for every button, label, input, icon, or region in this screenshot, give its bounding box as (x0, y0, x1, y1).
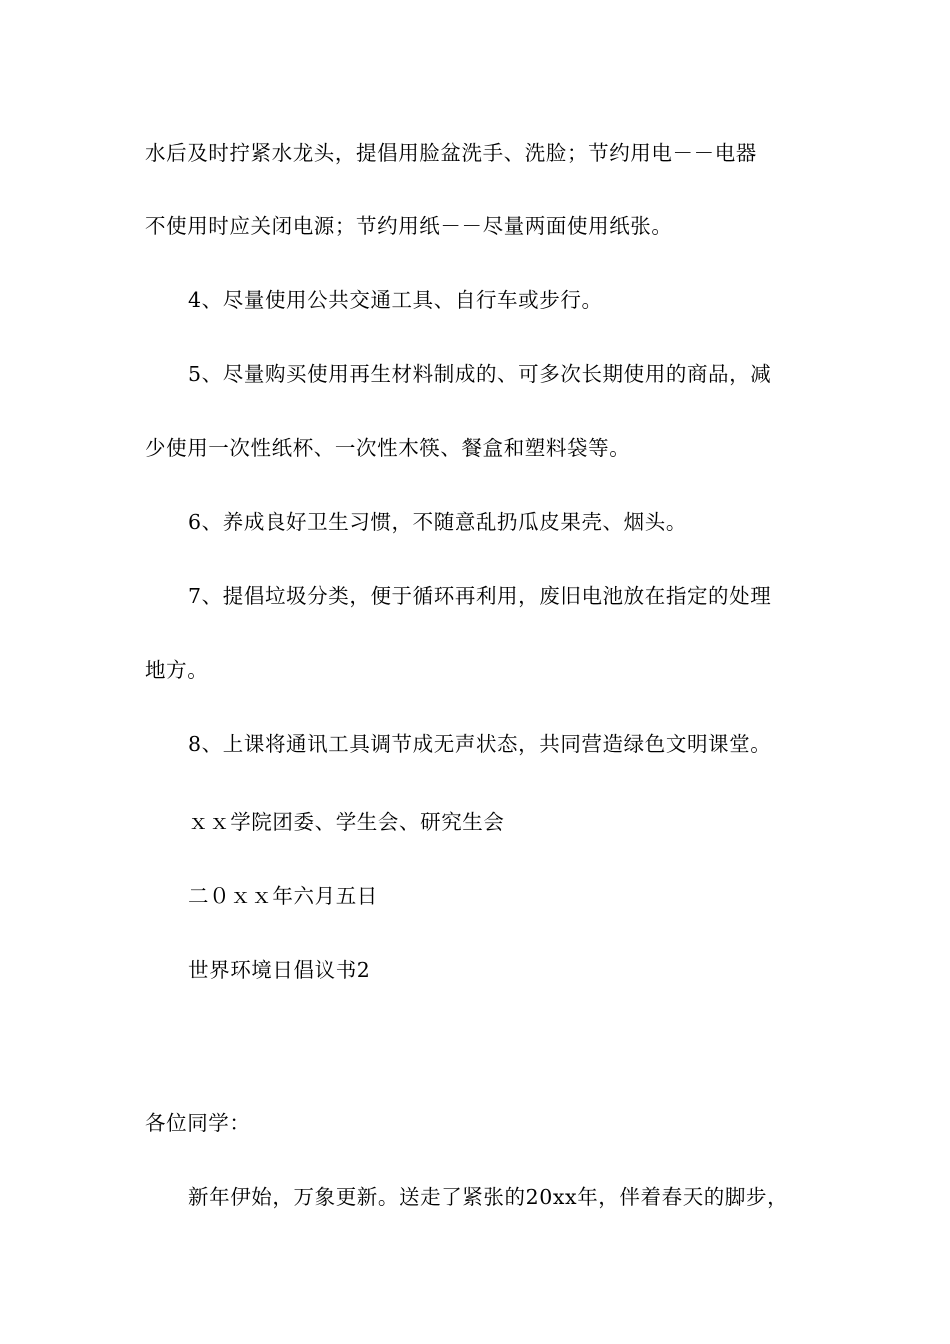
salutation: 各位同学： (145, 1111, 251, 1135)
list-item-5: 5、尽量购买使用再生材料制成的、可多次长期使用的商品，减 (188, 362, 772, 386)
list-item-4: 4、尽量使用公共交通工具、自行车或步行。 (188, 288, 603, 312)
paragraph-line: 水后及时拧紧水龙头，提倡用脸盆洗手、洗脸；节约用电－－电器 (145, 141, 757, 165)
paragraph-line: 少使用一次性纸杯、一次性木筷、餐盒和塑料袋等。 (145, 436, 631, 460)
list-item-6: 6、养成良好卫生习惯，不随意乱扔瓜皮果壳、烟头。 (188, 510, 687, 534)
paragraph-line: 地方。 (145, 658, 209, 682)
list-item-8: 8、上课将通讯工具调节成无声状态，共同营造绿色文明课堂。 (188, 732, 772, 756)
signature-date: 二０ｘｘ年六月五日 (188, 884, 378, 908)
section-title: 世界环境日倡议书2 (188, 958, 371, 982)
paragraph-line: 不使用时应关闭电源；节约用纸－－尽量两面使用纸张。 (145, 214, 673, 238)
signature-organization: ｘｘ学院团委、学生会、研究生会 (188, 810, 505, 834)
list-item-7: 7、提倡垃圾分类，便于循环再利用，废旧电池放在指定的处理 (188, 584, 772, 608)
paragraph-line: 新年伊始，万象更新。送走了紧张的20xx年，伴着春天的脚步， (188, 1185, 789, 1209)
